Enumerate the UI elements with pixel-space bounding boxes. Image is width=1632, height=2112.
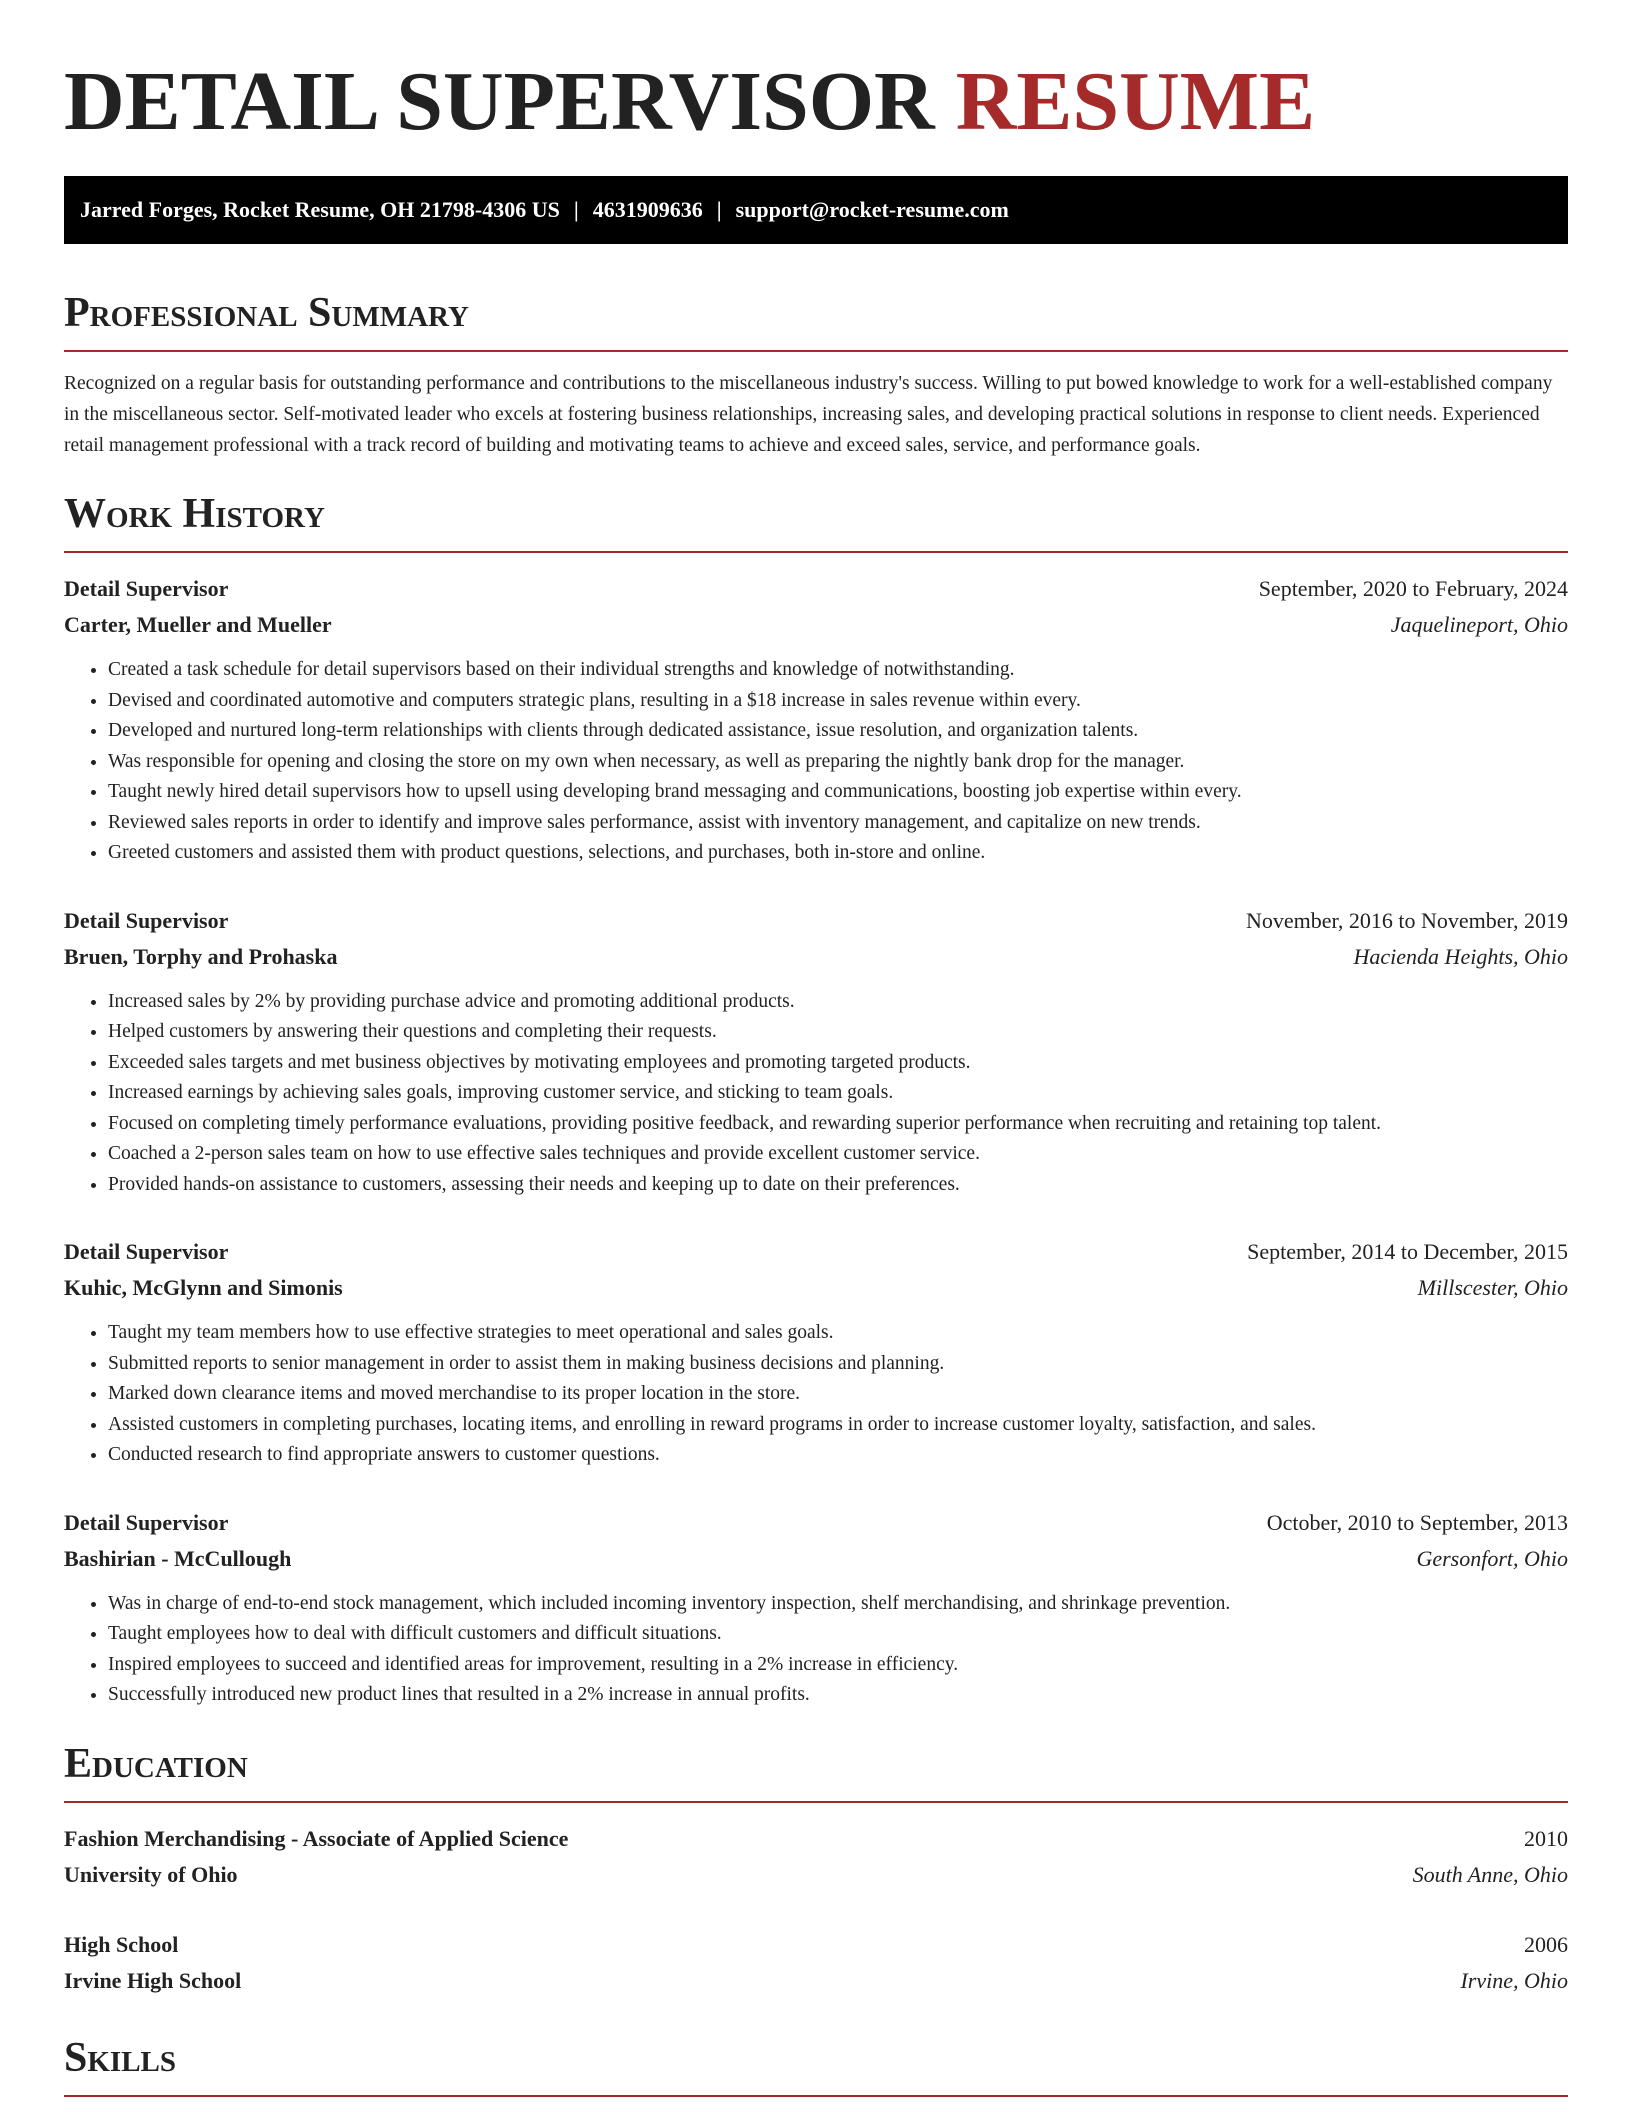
job-dates: September, 2020 to February, 2024 [1258,576,1568,601]
summary-heading: Professional Summary [64,288,1568,352]
job-title: Detail Supervisor [64,1509,229,1535]
job-company-row [64,1541,1568,1577]
job-bullet: • Conducted research to find appropriate answers to customer questions. [108,1440,1568,1471]
job-bullet: • Inspired employees to succeed and identified areas for improvement, resulting in a 2% increase in efficiency. [108,1650,1568,1681]
job-company-row [64,607,1568,643]
summary-text: Recognized on a regular basis for outstanding performance and contributions to the miscellaneous industry's success. Willing to put bowed knowledge to work for a well-established company in the miscellaneous sector. Self-motivated leader who excels at fostering business relationships, increasing sales, and developing practical solutions in response to client needs. Experienced retail management professional with a track record of building and motivating teams to achieve and exceed sales, service, and performance goals. [64,373,1553,456]
job-dates: September, 2014 to December, 2015 [1247,1239,1568,1264]
job-header-row [64,903,1568,939]
job-bullet: • Increased earnings by achieving sales goals, improving customer service, and sticking to team goals. [108,1078,1568,1109]
job-entry [64,1234,1568,1471]
job-bullet: • Increased sales by 2% by providing purchase advice and promoting additional products. [108,987,1568,1018]
education-location: South Anne, Ohio [1412,1861,1568,1887]
education-school: Irvine High School [64,1967,242,1993]
education-school-row [64,1857,1568,1893]
job-bullet: • Focused on completing timely performance evaluations, providing positive feedback, and rewarding superior performance when recruiting and retaining top talent. [108,1109,1568,1140]
job-bullet: • Developed and nurtured long-term relationships with clients through dedicated assistance, issue resolution, and organization talents. [108,716,1568,747]
skills-heading: Skills [64,2033,1568,2097]
job-bullet: • Assisted customers in completing purchases, locating items, and enrolling in reward programs in order to increase customer loyalty, satisfaction, and sales. [108,1410,1568,1441]
job-bullet: • Taught newly hired detail supervisors how to upsell using developing brand messaging and communications, boosting job expertise within every. [108,777,1568,808]
contact-separator: | [573,197,579,222]
contact-address: Jarred Forges, Rocket Resume, OH 21798-4306 US [80,197,560,222]
education-entry [64,1927,1568,1999]
job-bullets [64,987,1568,1201]
job-bullet: • Exceeded sales targets and met business objectives by motivating employees and promoting targeted products. [108,1048,1568,1079]
education-heading: Education [64,1739,1568,1803]
skills-section [64,2033,1568,2097]
job-bullet: • Helped customers by answering their questions and completing their requests. [108,1017,1568,1048]
job-bullet: • Created a task schedule for detail supervisors based on their individual strengths and knowledge of notwithstanding. [108,655,1568,686]
education-degree: High School [64,1931,179,1957]
job-location: Jaquelineport, Ohio [1390,612,1568,637]
education-year: 2010 [1524,1825,1568,1851]
education-degree-row [64,1821,1568,1857]
job-bullet: • Successfully introduced new product lines that resulted in a 2% increase in annual profits. [108,1680,1568,1711]
job-company: Kuhic, McGlynn and Simonis [64,1275,343,1300]
title-accent: RESUME [955,55,1316,148]
job-company: Bashirian - McCullough [64,1545,292,1571]
work-history-section [64,489,1568,1711]
summary-section [64,288,1568,461]
job-dates: October, 2010 to September, 2013 [1266,1509,1568,1535]
job-bullets [64,1589,1568,1711]
job-bullet: • Was in charge of end-to-end stock management, which included incoming inventory inspection, shelf merchandising, and shrinkage prevention. [108,1589,1568,1620]
job-header-row [64,571,1568,607]
education-section [64,1739,1568,1999]
job-entry [64,571,1568,869]
contact-email: support@rocket-resume.com [735,197,1009,222]
job-bullet: • Taught employees how to deal with difficult customers and difficult situations. [108,1619,1568,1650]
job-location: Hacienda Heights, Ohio [1353,943,1568,969]
job-company: Bruen, Torphy and Prohaska [64,943,338,969]
job-bullet: • Submitted reports to senior management in order to assist them in making business decisions and planning. [108,1349,1568,1380]
education-entry [64,1821,1568,1893]
contact-separator: | [716,197,722,222]
job-bullet: • Devised and coordinated automotive and computers strategic plans, resulting in a $18 increase in sales revenue within every. [108,686,1568,717]
job-company: Carter, Mueller and Mueller [64,612,332,637]
job-location: Millscester, Ohio [1417,1275,1568,1300]
job-bullet: • Coached a 2-person sales team on how to use effective sales techniques and provide excellent customer service. [108,1139,1568,1170]
contact-phone: 4631909636 [592,197,703,222]
job-header-row [64,1234,1568,1270]
job-bullets [64,655,1568,869]
job-company-row [64,939,1568,975]
job-company-row [64,1270,1568,1306]
job-bullet: • Marked down clearance items and moved merchandise to its proper location in the store. [108,1379,1568,1410]
job-title: Detail Supervisor [64,907,229,933]
job-bullet: • Reviewed sales reports in order to identify and improve sales performance, assist with inventory management, and capitalize on new trends. [108,808,1568,839]
job-bullet: • Provided hands-on assistance to customers, assessing their needs and keeping up to date on their preferences. [108,1170,1568,1201]
resume-title [64,0,1568,152]
contact-bar [64,176,1568,244]
job-entry [64,1505,1568,1711]
education-school: University of Ohio [64,1861,238,1887]
job-bullet: • Greeted customers and assisted them with product questions, selections, and purchases, both in-store and online. [108,838,1568,869]
job-title: Detail Supervisor [64,576,229,601]
work-history-heading: Work History [64,489,1568,553]
job-header-row [64,1505,1568,1541]
education-degree: Fashion Merchandising - Associate of Applied Science [64,1825,569,1851]
education-school-row [64,1963,1568,1999]
job-dates: November, 2016 to November, 2019 [1245,907,1568,933]
job-title: Detail Supervisor [64,1239,229,1264]
education-degree-row [64,1927,1568,1963]
job-location: Gersonfort, Ohio [1416,1545,1568,1571]
title-main: DETAIL SUPERVISOR [64,55,935,148]
education-year: 2006 [1524,1931,1568,1957]
education-location: Irvine, Ohio [1460,1967,1568,1993]
resume-page [64,0,1568,2097]
job-bullet: • Was responsible for opening and closing the store on my own when necessary, as well as preparing the nightly bank drop for the manager. [108,747,1568,778]
job-bullet: • Taught my team members how to use effective strategies to meet operational and sales goals. [108,1318,1568,1349]
job-bullets [64,1318,1568,1471]
job-entry [64,903,1568,1201]
